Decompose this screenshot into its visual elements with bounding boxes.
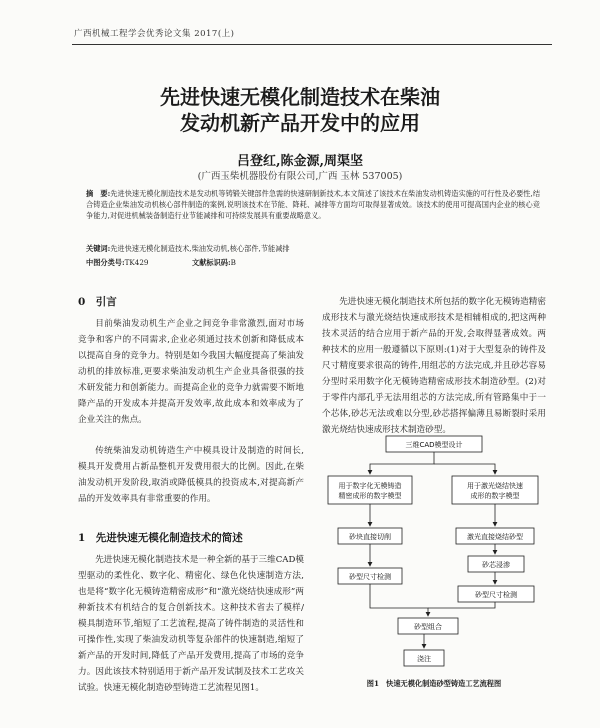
classification-value: TK429 xyxy=(124,258,149,267)
paper-title-line-1: 先进快速无模化制造技术在柴油 xyxy=(160,85,440,109)
authors: 吕登红,陈金源,周渠坚 xyxy=(236,154,364,169)
flow-text-pouring: 浇注 xyxy=(417,655,431,663)
flow-text-digital-casting: 用于数字化无模铸造 xyxy=(338,482,402,490)
figure-1-caption: 图1 快速无模化制造砂型铸造工艺流程图 xyxy=(366,679,502,688)
document-code xyxy=(192,258,236,268)
flow-text-core-infiltration: 砂芯浸渗 xyxy=(482,561,510,569)
abstract xyxy=(86,188,540,221)
keywords-label: 关键词: xyxy=(86,244,111,253)
keywords xyxy=(86,244,540,254)
intro-paragraph-2: 传统柴油发动机铸造生产中模具设计及制造的时间长,模具开发费用占新品整机开发费用很大的比例。因此,在柴油发动机开发阶段,取消或降低模具的投资成本,对提高新产品的开发效率具有非常重要的作用。 xyxy=(78,446,304,504)
flowchart-svg xyxy=(322,432,546,680)
running-head: 广西机械工程学会优秀论文集 2017(上) xyxy=(74,29,235,39)
figure-1-flowchart xyxy=(322,432,546,680)
flow-text-sand-cutting: 砂块直接切削 xyxy=(349,533,391,541)
document-code-label: 文献标识码: xyxy=(192,258,231,267)
classification-label: 中图分类号: xyxy=(86,258,125,267)
section-1-paragraph: 先进快速无模化制造技术是一种全新的基于三维CAD模型驱动的柔性化、数字化、精密化、绿色化快速制造方法,也是将“数字化无模铸造精密成形”和“激光烧结快速成形”两种新技术有机结合的复合创新技术。这种技术省去了模样/模具制造环节,缩短了工艺流程,提高了铸件制造的灵活性和可操作性,实现了柴油发动机等复杂部件的快速制造,缩短了新产品的开发时间,降低了产品开发费用,提高了市场的竞争力。因此该技术特别适用于新产品开发试制及技术工艺攻关试验。快速无模化制造砂型铸造工艺流程见图1。 xyxy=(78,555,304,693)
section-heading-intro: 0 引言 xyxy=(78,296,117,308)
header-rule xyxy=(72,44,552,45)
right-column-paragraph: 先进快速无模化制造技术所包括的数字化无模铸造精密成形技术与激光烧结快速成形技术是相辅相成的,把这两种技术灵活的结合应用于新产品的开发,会取得显著成效。两种技术的应用一般遵循以下原则:(1)对于大型复杂的铸件及尺寸精度要求很高的铸件,用组芯的方法完成,并且砂芯容易分型时采用数字化无模铸造精密成形技术制造砂型。(2)对于零件内部孔乎无法用组芯的方法完成,所有管路集中于一个芯体,砂芯无法或难以分型,砂芯搭挥偏薄且易断裂时采用激光烧结快速成形技术制造砂型。 xyxy=(322,297,546,435)
flow-text-left-inspection: 砂型尺寸检测 xyxy=(349,573,391,581)
classification-number xyxy=(86,258,148,268)
flow-text-right-inspection: 砂型尺寸检测 xyxy=(475,591,517,599)
flow-text-digital-casting-2: 精密成形的数字模型 xyxy=(338,492,402,500)
flow-text-cad-model: 三维CAD模型设计 xyxy=(405,441,463,449)
section-heading-1: 1 先进快速无模化制造技术的简述 xyxy=(78,532,243,544)
affiliation: (广西玉柴机器股份有限公司,广西 玉林 537005) xyxy=(197,171,403,182)
abstract-label: 摘 要: xyxy=(86,189,111,198)
keywords-text: 先进快速无模化制造技术,柴油发动机,核心部件,节能减排 xyxy=(110,244,290,253)
flow-text-digital-laser-2: 成形的数字模型 xyxy=(470,492,520,500)
abstract-text: 先进快速无模化制造技术是发动机等铸锻关键部件急需的快速研制新技术,本文简述了该技术在柴油发动机铸造实施的可行性及必要性,结合铸造企业柴油发动机核心部件制造的案例,说明该技术在节能、降耗、减排等方面均可取得显著成效。该技术的使用可提高国内企业的核心竞争能力,对促进机械装备制造行业节能减排和可持续发展具有重要战略意义。 xyxy=(86,189,541,220)
intro-paragraph-1: 目前柴油发动机生产企业之间竞争非常激烈,面对市场竞争和客户的不同需求,企业必须通过技术创新和降低成本以提高自身的竞争力。特别是如今我国大幅度提高了柴油发动机的排放标准,更要求柴油发动机生产企业具备很强的技术研发能力和创新能力。而提高企业的竞争力就需要不断地降产品的开发成本并提高开发效率,故此成本和效率成为了企业关注的焦点。 xyxy=(78,319,304,425)
flow-text-digital-laser: 用于激光烧结快速 xyxy=(467,482,523,490)
paper-title-line-2: 发动机新产品开发中的应用 xyxy=(180,111,420,135)
flow-text-laser-sintering: 激光直接烧结砂型 xyxy=(467,533,523,541)
document-code-value: B xyxy=(230,258,236,267)
flow-text-assembly: 砂型组合 xyxy=(414,623,442,631)
